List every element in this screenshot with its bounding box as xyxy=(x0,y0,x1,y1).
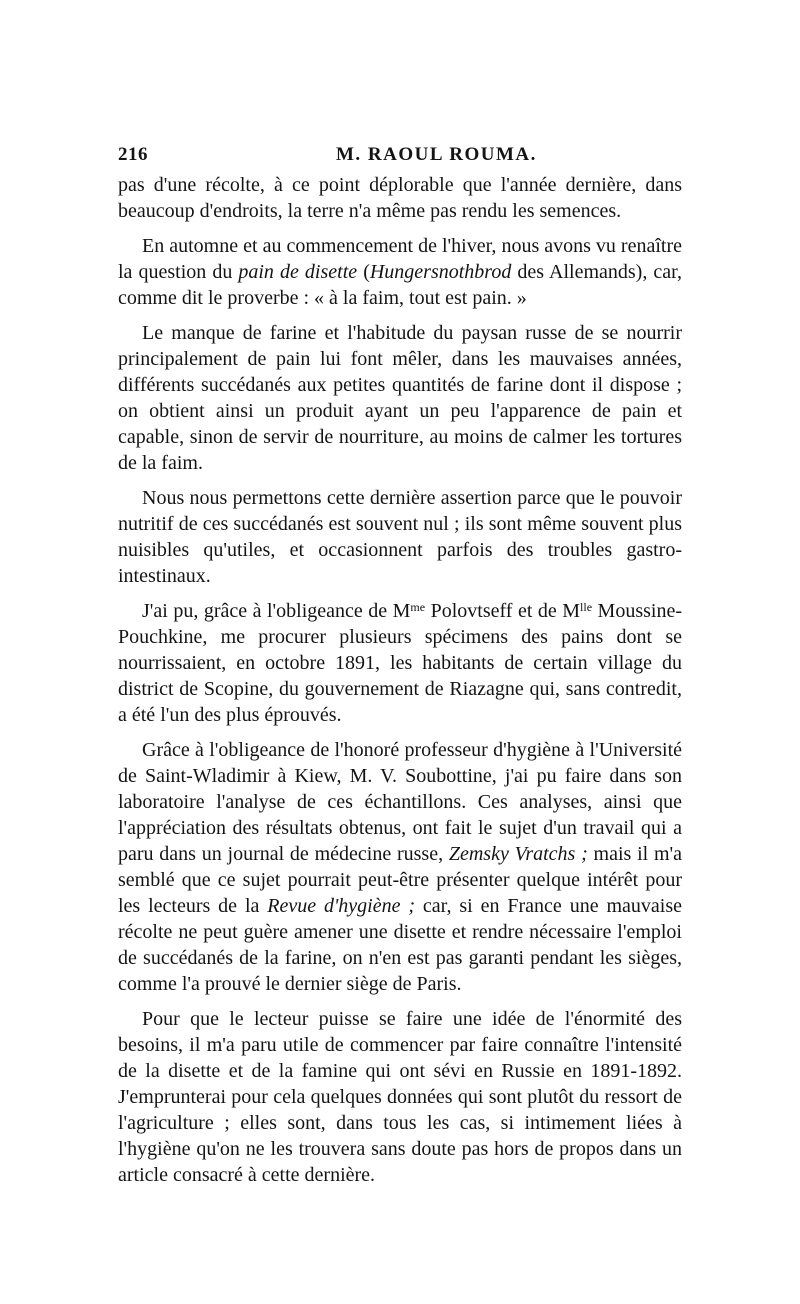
paragraph-6 xyxy=(118,737,682,997)
paragraph-5-text-c: Moussine-Pouchkine, me procurer plusieurs spécimens des pains dont se nourrissaient, en octobre 1891, les habitants de certain village du district de Scopine, du gouvernement de Riazagne qui, sans contredit, a été l'un des plus éprouvés. xyxy=(118,600,682,726)
paragraph-5-superscript-me: me xyxy=(410,600,426,614)
paragraph-6-italic-revue-title: Revue d'hygiène ; xyxy=(267,895,416,917)
page-number: 216 xyxy=(118,144,148,165)
running-title: M. RAOUL ROUMA. xyxy=(336,144,537,165)
paragraph-6-text-a: Grâce à l'obligeance de l'honoré professeur d'hygiène à l'Université de Saint-Wladimir à Kiew, M. V. Soubottine, j'ai pu faire dans son laboratoire l'analyse de ces échantillons. Ces analyses, ainsi que l'appréciation des résultats obtenus, ont fait le sujet d'un travail qui a paru dans un journal de médecine russe, xyxy=(118,739,682,865)
paragraph-5 xyxy=(118,598,682,728)
paragraph-2 xyxy=(118,233,682,311)
paragraph-6-italic-journal-title: Zemsky Vratchs ; xyxy=(448,843,588,865)
paragraph-6-text-e: car, si en France une mauvaise récolte ne peut guère amener une disette et rendre nécessaire l'emploi de succédanés de la farine, on n'en est pas garanti pendant les sièges, comme l'a prouvé le dernier siège de Paris. xyxy=(118,895,682,995)
running-head xyxy=(118,144,682,170)
paragraph-2-text-a: En automne et au commencement de l'hiver, nous avons vu renaître la question du xyxy=(118,235,682,283)
body-text xyxy=(118,172,682,1197)
paragraph-5-text-b: Polovtseff et de M xyxy=(425,600,581,622)
paragraph-2-text-c: ( xyxy=(357,261,370,283)
paragraph-3: Le manque de farine et l'habitude du paysan russe de se nourrir principalement de pain lui font mêler, dans les mauvaises années, différents succédanés aux petites quantités de farine dont il dispose ; on obtient ainsi un produit ayant un peu l'apparence de pain et capable, sinon de servir de nourriture, au moins de calmer les tortures de la faim. xyxy=(118,322,682,474)
paragraph-2-italic-pain-de-disette: pain de disette xyxy=(238,261,358,283)
paragraph-1: pas d'une récolte, à ce point déplorable que l'année dernière, dans beaucoup d'endroits, la terre n'a même pas rendu les semences. xyxy=(118,174,682,222)
paragraph-2-italic-hungersnothbrod: Hungersnothbrod xyxy=(369,261,512,283)
paragraph-7: Pour que le lecteur puisse se faire une idée de l'énormité des besoins, il m'a paru utile de commencer par faire connaître l'intensité de la disette et de la famine qui ont sévi en Russie en 1891-1892. J'emprunterai pour cela quelques données qui sont plutôt du ressort de l'agriculture ; elles sont, dans tous les cas, si intimement liées à l'hygiène qu'on ne les trouvera sans doute pas hors de propos dans un article consacré à cette dernière. xyxy=(118,1008,682,1186)
paragraph-5-superscript-lle: lle xyxy=(580,600,593,614)
paragraph-2-text-e: des Allemands), car, comme dit le proverbe : « à la faim, tout est pain. » xyxy=(118,261,682,309)
paragraph-5-text-a: J'ai pu, grâce à l'obligeance de M xyxy=(142,600,411,622)
paragraph-6-text-c: mais il m'a semblé que ce sujet pourrait peut-être présenter quelque intérêt pour les lecteurs de la xyxy=(118,843,682,917)
paragraph-4: Nous nous permettons cette dernière assertion parce que le pouvoir nutritif de ces succédanés est souvent nul ; ils sont même souvent plus nuisibles qu'utiles, et occasionnent parfois des troubles gastro-intestinaux. xyxy=(118,487,682,587)
